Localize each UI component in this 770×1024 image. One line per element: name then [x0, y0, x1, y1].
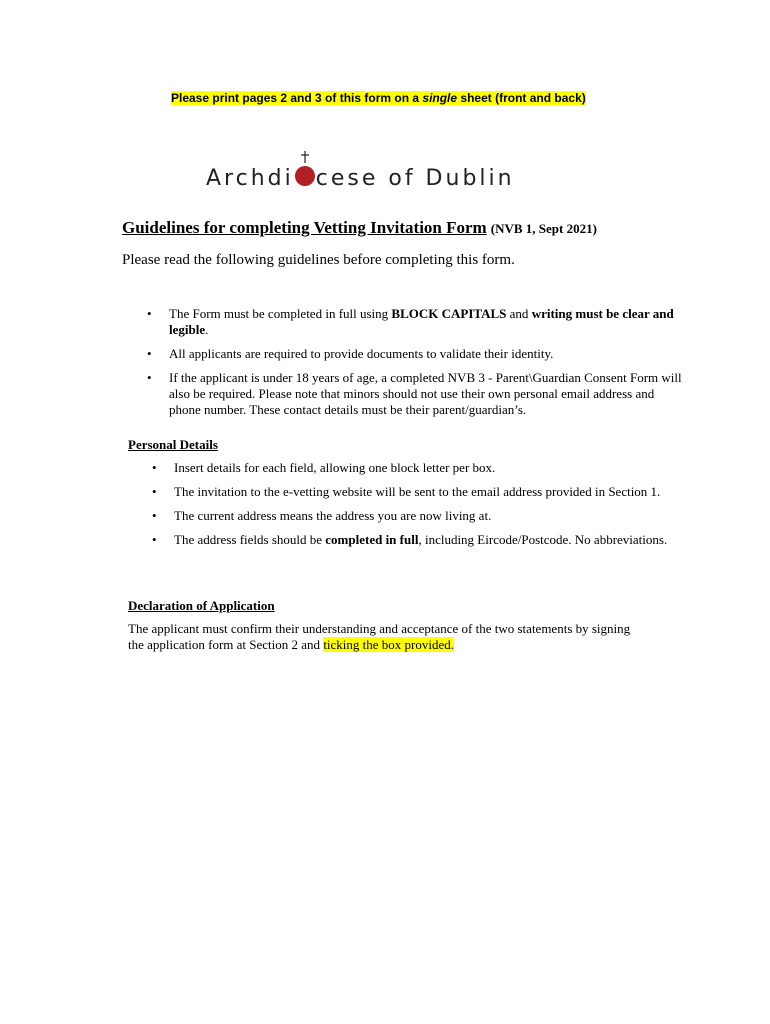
list-item [152, 508, 694, 524]
personal-details-list [152, 460, 694, 556]
item-text: The Form must be completed in full using [169, 306, 392, 321]
item-bold-block-capitals: BLOCK CAPITALS [391, 306, 507, 321]
list-item [147, 370, 689, 418]
item-text: , including Eircode/Postcode. No abbreviations. [418, 532, 668, 547]
item-text: The invitation to the e-vetting website will be sent to the email address provided in Section 1. [174, 484, 661, 499]
bullet-icon: • [152, 508, 157, 523]
item-text: The current address means the address you are now living at. [174, 508, 492, 523]
intro-text: Please read the following guidelines before completing this form. [122, 252, 515, 268]
declaration-text-highlight: ticking the box provided. [323, 637, 455, 652]
bullet-icon: • [147, 346, 152, 361]
bullet-icon: • [152, 532, 157, 547]
logo-text-left: Archdi [206, 166, 294, 191]
item-text: and [506, 306, 532, 321]
list-item [147, 306, 689, 338]
print-instruction [171, 91, 586, 105]
list-item [152, 484, 694, 500]
list-item [147, 346, 689, 362]
list-item [152, 460, 694, 476]
item-text: The address fields should be [174, 532, 326, 547]
logo-wordmark [206, 166, 515, 191]
item-bold-completed-in-full: completed in full [325, 532, 419, 547]
print-instruction-emphasis: single [422, 91, 458, 105]
archdiocese-logo [206, 158, 566, 200]
document-title [122, 218, 597, 238]
item-bold-legible: writing must be clear and legible [169, 306, 674, 337]
declaration-text-plain: The applicant must confirm their understanding and acceptance of the two statements by signing the application form at Section 2 and [128, 621, 631, 652]
bullet-icon: • [147, 370, 152, 385]
bullet-icon: • [152, 460, 157, 475]
logo-text-right: cese of Dublin [315, 166, 515, 191]
item-text: All applicants are required to provide documents to validate their identity. [169, 346, 554, 361]
declaration-heading: Declaration of Application [128, 598, 275, 613]
print-instruction-part3: sheet (front and back) [457, 91, 586, 105]
list-item [152, 532, 694, 548]
bullet-icon: • [152, 484, 157, 499]
declaration-text [128, 621, 648, 653]
item-text: . [205, 322, 209, 337]
item-text: Insert details for each field, allowing one block letter per box. [174, 460, 496, 475]
item-text: If the applicant is under 18 years of age, a completed NVB 3 - Parent\Guardian Consent Form will also be required. Please note that minors should not use their own personal email address and phone number. These contact details must be their parent/guardian’s. [169, 370, 682, 417]
logo-circle-cross-icon [294, 167, 316, 187]
personal-details-heading: Personal Details [128, 437, 218, 452]
general-guidelines-list [147, 306, 689, 426]
print-instruction-part1: Please print pages 2 and 3 of this form on a [171, 91, 423, 105]
title-main: Guidelines for completing Vetting Invitation Form [122, 218, 487, 237]
title-version: (NVB 1, Sept 2021) [490, 221, 597, 236]
bullet-icon: • [147, 306, 152, 321]
